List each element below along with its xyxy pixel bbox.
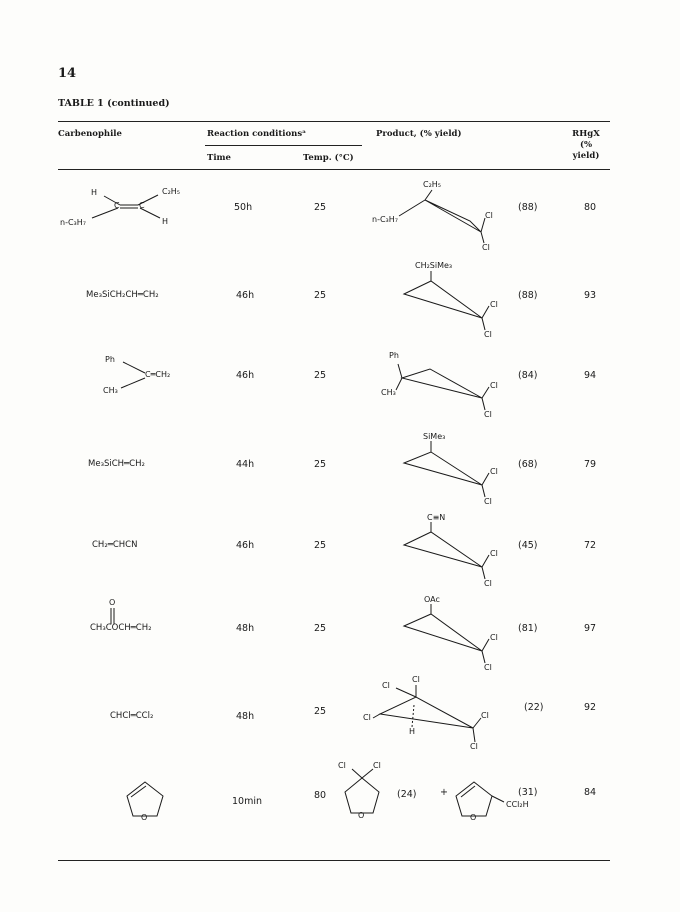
structure-r5-product bbox=[404, 522, 489, 579]
temp-cell: 80 bbox=[314, 790, 327, 801]
product-atom: Cl bbox=[490, 467, 498, 476]
product-atom: Cl bbox=[482, 243, 490, 252]
product-atom: Cl bbox=[484, 330, 492, 339]
header-rhgx-yield: (% yield) bbox=[572, 140, 600, 161]
rhgx-yield-cell: 93 bbox=[584, 290, 597, 301]
product-yield: (81) bbox=[518, 623, 538, 634]
header-rhgx-label: RHgX bbox=[572, 129, 600, 139]
product-atom: O bbox=[470, 813, 477, 822]
product-atom: Cl bbox=[470, 742, 478, 751]
product-yield: (88) bbox=[518, 202, 538, 213]
product-substituent: Ph bbox=[389, 351, 399, 360]
product-atom: Cl bbox=[484, 410, 492, 419]
header-reaction-conditions: Reaction conditionsᵃ bbox=[207, 129, 307, 139]
structure-r3-product bbox=[396, 364, 489, 410]
product-atom: Cl bbox=[481, 711, 489, 720]
table-caption: TABLE 1 (continued) bbox=[58, 98, 170, 109]
product-atom: Cl bbox=[490, 633, 498, 642]
page-number: 14 bbox=[58, 66, 77, 81]
time-cell: 44h bbox=[236, 459, 255, 470]
product-atom: Cl bbox=[484, 497, 492, 506]
structure-r6-product bbox=[404, 604, 489, 663]
product-substituent: OAc bbox=[424, 595, 440, 604]
structure-r8-product1 bbox=[345, 769, 379, 813]
structure-r8-reactant bbox=[127, 782, 163, 816]
reactant-atom: C bbox=[139, 201, 145, 210]
product-substituent: SiMe₃ bbox=[423, 432, 446, 441]
temp-cell: 25 bbox=[314, 459, 327, 470]
product-atom: H bbox=[409, 727, 416, 736]
structure-r8-product2 bbox=[456, 782, 504, 816]
structure-r3-reactant bbox=[121, 362, 145, 388]
temp-cell: 25 bbox=[314, 706, 327, 717]
reactant-atom: H bbox=[162, 217, 169, 226]
product-yield: (84) bbox=[518, 370, 538, 381]
time-cell: 10min bbox=[232, 796, 263, 807]
product-atom: Cl bbox=[490, 300, 498, 309]
reactant-substituent: C₂H₅ bbox=[162, 187, 181, 196]
product-yield: (24) bbox=[397, 789, 417, 800]
time-cell: 48h bbox=[236, 623, 255, 634]
time-cell: 48h bbox=[236, 711, 255, 722]
product-substituent: CH₃ bbox=[381, 388, 396, 397]
product-yield: (45) bbox=[518, 540, 538, 551]
product-atom: Cl bbox=[363, 713, 371, 722]
rhgx-yield-cell: 97 bbox=[584, 623, 597, 634]
temp-cell: 25 bbox=[314, 623, 327, 634]
structure-r1-product bbox=[399, 190, 485, 243]
header-carbenophile: Carbenophile bbox=[58, 129, 122, 139]
rhgx-yield-cell: 80 bbox=[584, 202, 597, 213]
product-substituent: CH₂SiMe₃ bbox=[415, 261, 453, 270]
temp-cell: 25 bbox=[314, 202, 327, 213]
temp-cell: 25 bbox=[314, 290, 327, 301]
reactant-atom: O bbox=[141, 813, 148, 822]
carbenophile-cell: CH₂═CHCN bbox=[92, 540, 138, 550]
product-atom: Cl bbox=[490, 549, 498, 558]
rhgx-yield-cell: 79 bbox=[584, 459, 597, 470]
carbenophile-cell: Me₃SiCH═CH₂ bbox=[88, 459, 145, 469]
product-yield: (22) bbox=[524, 702, 544, 713]
product-substituent: CCl₂H bbox=[506, 800, 529, 809]
structure-r1-reactant bbox=[92, 195, 160, 218]
product-substituent: n-C₃H₇ bbox=[372, 215, 398, 224]
product-atom: Cl bbox=[484, 663, 492, 672]
rhgx-yield-cell: 92 bbox=[584, 702, 597, 713]
product-atom: Cl bbox=[338, 761, 346, 770]
plus-sign: + bbox=[440, 787, 448, 798]
rhgx-yield-cell: 94 bbox=[584, 370, 597, 381]
carbenophile-cell: CH₃COCH═CH₂ bbox=[90, 623, 152, 633]
header-product: Product, (% yield) bbox=[376, 129, 462, 139]
reactant-atom: H bbox=[91, 188, 98, 197]
reactant-atom: O bbox=[109, 598, 116, 607]
product-atom: Cl bbox=[490, 381, 498, 390]
structure-r7-product bbox=[373, 685, 481, 742]
rhgx-yield-cell: 84 bbox=[584, 787, 597, 798]
product-substituent: C≡N bbox=[427, 513, 446, 522]
structure-r2-product bbox=[404, 271, 489, 330]
product-atom: Cl bbox=[373, 761, 381, 770]
time-cell: 46h bbox=[236, 540, 255, 551]
reactant-substituent: n-C₃H₇ bbox=[60, 218, 86, 227]
structure-r6-reactant bbox=[111, 608, 114, 624]
temp-cell: 25 bbox=[314, 370, 327, 381]
reactant-substituent: Ph bbox=[105, 355, 115, 364]
product-atom: Cl bbox=[484, 579, 492, 588]
time-cell: 46h bbox=[236, 370, 255, 381]
carbenophile-cell: CHCl═CCl₂ bbox=[110, 711, 154, 721]
time-cell: 46h bbox=[236, 290, 255, 301]
rhgx-yield-cell: 72 bbox=[584, 540, 597, 551]
header-time: Time bbox=[207, 153, 231, 163]
reactant-atom: C bbox=[114, 201, 120, 210]
product-substituent: C₂H₅ bbox=[423, 180, 442, 189]
product-atom: O bbox=[358, 811, 365, 820]
reactant-alkene: C═CH₂ bbox=[145, 370, 171, 379]
header-temp: Temp. (°C) bbox=[303, 153, 354, 163]
reactant-substituent: CH₃ bbox=[103, 386, 118, 395]
product-atom: Cl bbox=[382, 681, 390, 690]
product-yield: (68) bbox=[518, 459, 538, 470]
product-yield: (31) bbox=[518, 787, 538, 798]
temp-cell: 25 bbox=[314, 540, 327, 551]
product-atom: Cl bbox=[412, 675, 420, 684]
product-yield: (88) bbox=[518, 290, 538, 301]
carbenophile-cell: Me₃SiCH₂CH═CH₂ bbox=[86, 290, 159, 300]
time-cell: 50h bbox=[234, 202, 253, 213]
product-atom: Cl bbox=[485, 211, 493, 220]
structure-r4-product bbox=[404, 441, 489, 497]
